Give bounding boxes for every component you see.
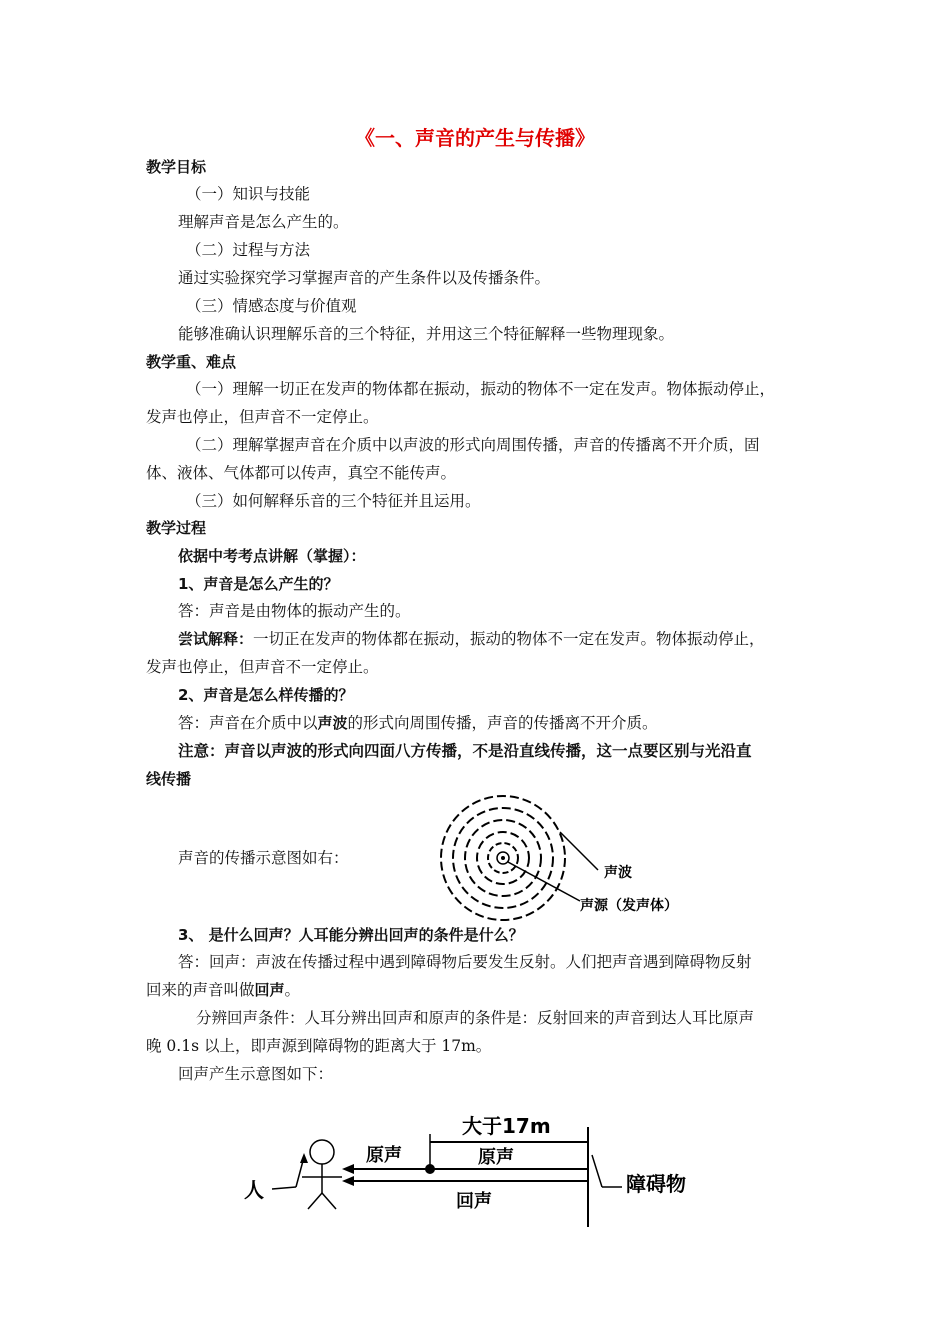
try-explain-label: 尝试解释： (178, 630, 254, 648)
key-point-2-line1: （二）理解掌握声音在介质中以声波的形式向周围传播，声音的传播离不开介质，固 (186, 436, 760, 454)
answer-2-bold: 声波 (317, 714, 348, 732)
echo-condition-line2: 晚 0.1s 以上，即声源到障碍物的距离大于 17m。 (146, 1037, 492, 1055)
question-1: 1、声音是怎么产生的？ (178, 575, 339, 593)
sound-source-point (425, 1164, 435, 1174)
person-figure (302, 1140, 342, 1209)
person-label: 人 (244, 1178, 264, 1202)
try-explain-text: 一切正在发声的物体都在振动，振动的物体不一定在发声。物体振动停止， (253, 630, 765, 648)
objective-1-heading: （一）知识与技能 (186, 185, 311, 203)
answer-3-suffix: 。 (284, 981, 301, 999)
objective-3-text: 能够准确认识理解乐音的三个特征，并用这三个特征解释一些物理现象。 (178, 325, 675, 343)
answer-2-prefix: 答：声音在介质中以 (178, 714, 318, 732)
key-point-3-line1: （三）如何解释乐音的三个特征并且运用。 (186, 492, 481, 510)
obstacle-label: 障碍物 (626, 1172, 686, 1196)
echo-condition-line1: 分辨回声条件：人耳分辨出回声和原声的条件是：反射回来的声音到达人耳比原声 (196, 1009, 755, 1027)
answer-3-line1: 答：回声：声波在传播过程中遇到障碍物后要发生反射。人们把声音遇到障碍物反射 (178, 953, 752, 971)
distance-label: 大于17m (462, 1114, 551, 1138)
answer-3-prefix: 回来的声音叫做 (146, 981, 255, 999)
echo-diagram (230, 1105, 720, 1235)
answer-2 (178, 713, 658, 733)
objective-1-text: 理解声音是怎么产生的。 (178, 213, 349, 231)
key-point-1-line1: （一）理解一切正在发声的物体都在振动，振动的物体不一定在发声。物体振动停止， (186, 380, 776, 398)
note-line1: 注意：声音以声波的形式向四面八方传播，不是沿直线传播，这一点要区别与光沿直 (178, 742, 752, 760)
echo-caption: 回声产生示意图如下： (178, 1065, 334, 1083)
objective-3-heading: （三）情感态度与价值观 (186, 297, 357, 315)
question-3: 3、 是什么回声？人耳能分辨出回声的条件是什么？ (178, 926, 524, 944)
key-points-heading: 教学重、难点 (146, 353, 237, 371)
answer-2-suffix: 的形式向周围传播，声音的传播离不开介质。 (347, 714, 658, 732)
source-label: 声源（发声体） (580, 898, 678, 914)
key-point-2-line2: 体、液体、气体都可以传声，真空不能传声。 (146, 464, 457, 482)
sound-wave-diagram (430, 790, 720, 930)
answer-1: 答：声音是由物体的振动产生的。 (178, 602, 411, 620)
echo-label: 回声 (456, 1191, 492, 1212)
objective-2-text: 通过实验探究学习掌握声音的产生条件以及传播条件。 (178, 269, 551, 287)
basis-line: 依据中考考点讲解（掌握）： (178, 547, 366, 565)
process-heading: 教学过程 (146, 519, 207, 537)
objective-2-heading: （二）过程与方法 (186, 241, 311, 259)
answer-3-line2 (146, 980, 300, 1000)
answer-3-bold: 回声 (254, 981, 285, 999)
question-2: 2、声音是怎么样传播的？ (178, 686, 354, 704)
propagation-caption: 声音的传播示意图如右： (178, 849, 349, 867)
page-title: 《一、声音的产生与传播》 (355, 126, 595, 150)
objectives-heading: 教学目标 (146, 158, 207, 176)
try-explain-line1 (178, 629, 765, 649)
wave-label: 声波 (604, 865, 632, 881)
try-explain-line2: 发声也停止，但声音不一定停止。 (146, 658, 379, 676)
original-sound-label-left: 原声 (366, 1145, 402, 1166)
original-sound-label-right: 原声 (478, 1147, 514, 1168)
note-line2: 线传播 (146, 770, 192, 788)
key-point-1-line2: 发声也停止，但声音不一定停止。 (146, 408, 379, 426)
source-leader-line (508, 862, 580, 901)
wave-leader-line (560, 832, 598, 870)
